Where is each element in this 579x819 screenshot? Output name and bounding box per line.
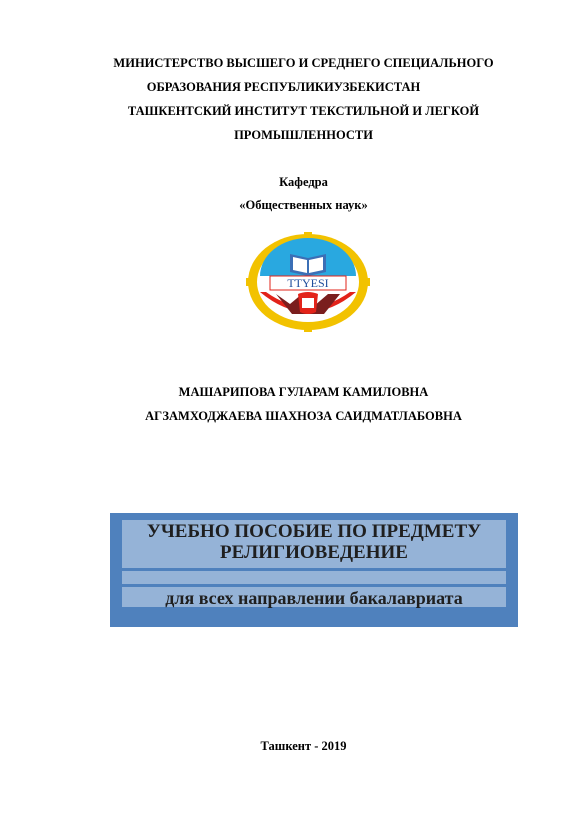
book-title-line-1: УЧЕБНО ПОСОБИЕ ПО ПРЕДМЕТУ (146, 521, 482, 542)
title-spacer-band (122, 571, 506, 584)
ministry-line-2: ОБРАЗОВАНИЯ РЕСПУБЛИКИУЗБЕКИСТАН (146, 80, 421, 94)
author-name-2: АГЗАМХОДЖАЕВА ШАХНОЗА САИДМАТЛАБОВНА (145, 409, 462, 423)
ministry-line-1: МИНИСТЕРСТВО ВЫСШЕГО И СРЕДНЕГО СПЕЦИАЛЬНОГО (113, 56, 494, 70)
title-box (110, 513, 518, 627)
institute-logo-icon (246, 232, 370, 332)
city-year: Ташкент - 2019 (260, 739, 347, 753)
book-title-line-2: РЕЛИГИОВЕДЕНИЕ (220, 542, 408, 563)
author-name-1: МАШАРИПОВА ГУЛАРАМ КАМИЛОВНА (178, 385, 429, 399)
institute-line-1: ТАШКЕНТСКИЙ ИНСТИТУТ ТЕКСТИЛЬНОЙ И ЛЕГКОЙ (127, 104, 480, 118)
institute-line-2: ПРОМЫШЛЕННОСТИ (234, 128, 373, 142)
book-subtitle: для всех направлении бакалавриата (165, 588, 463, 608)
logo-text: TTYESI (287, 276, 329, 290)
department-name: «Общественных наук» (239, 198, 368, 212)
department-label: Кафедра (279, 175, 328, 189)
